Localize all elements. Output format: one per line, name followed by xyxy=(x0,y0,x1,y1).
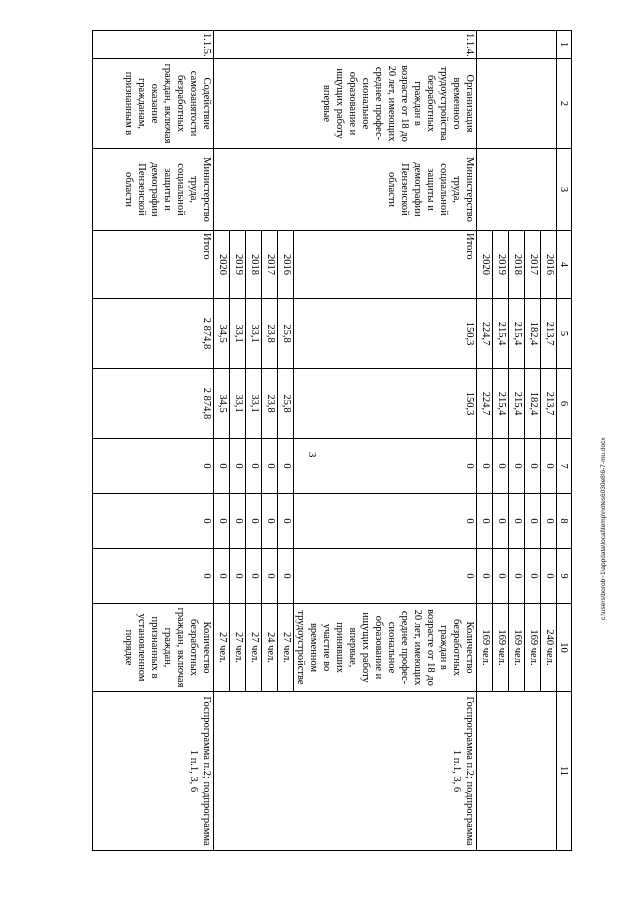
activity-name: Организация временного трудоустройства безработных граждан в возрасте от 18 до 20 лет, имеющих среднее профес-сиональное образование и ищущих работу впервые xyxy=(214,59,477,149)
table-row: 2020 34,5 34,5 0 0 0 27 чел. xyxy=(214,31,230,851)
col-header: 4 xyxy=(557,231,572,299)
executor: Министерство труда, социальной защиты и демографии Пензенской области xyxy=(93,149,214,231)
executor: Министерство труда, социальной защиты и демографии Пензенской области xyxy=(214,149,477,231)
column-number-row xyxy=(557,31,572,851)
program-table xyxy=(92,30,572,851)
table-row: 2017 23,8 23,8 0 0 0 24 чел. xyxy=(262,31,278,851)
footer-file-path: c:\users\borob~1\appdata\local\temp\notes6030e8\6-7-mu.docx xyxy=(600,437,607,620)
table-row: 2016 213,7 213,7 0 0 0 240 чел. xyxy=(541,31,557,851)
col-header: 6 xyxy=(557,369,572,439)
col-header: 3 xyxy=(557,149,572,231)
row-number: 1.1.4. xyxy=(214,31,477,59)
page-number: 3 xyxy=(306,452,318,458)
table-row: 2018 215,4 215,4 0 0 0 169 чел. xyxy=(509,31,525,851)
col-header: 7 xyxy=(557,439,572,494)
row-number: 1.1.5. xyxy=(93,31,214,59)
table-row: 2018 33,1 33,1 0 0 0 27 чел. xyxy=(246,31,262,851)
col-header: 8 xyxy=(557,494,572,549)
activity-name: Содействие самозанятости безработных граждан, включая оказание гражданам, признанным в xyxy=(93,59,214,149)
col-header: 5 xyxy=(557,299,572,369)
indicator: Количество безработных граждан, включая граждан, признанных в установленном порядке xyxy=(93,604,214,692)
table-row: 2019 215,4 215,4 0 0 0 169 чел. xyxy=(493,31,509,851)
col-header: 10 xyxy=(557,604,572,692)
col-header: 9 xyxy=(557,549,572,604)
indicator: Количество безработных граждан в возрасте от 18 до 20 лет, имеющих среднее профес-сиональное образование и ищущих работу впервые, принявших участие во временном трудоустройстве xyxy=(294,604,477,692)
col-header: 1 xyxy=(557,31,572,59)
table-row: 2016 25,8 25,8 0 0 0 27 чел. xyxy=(278,31,294,851)
table-row: 2019 33,1 33,1 0 0 0 27 чел. xyxy=(230,31,246,851)
table-row: 1.1.5. Содействие самозанятости безработных граждан, включая оказание гражданам, признанным в Министерство труда, социальной защиты и демографии Пензенской области Итого 2 874,8 2 874,8 0 0 0 Количество безработных граждан, включая граждан, признанных в установленном порядке Госпрограмма п.2; подпрограмма 1 п.1, 3, 6 xyxy=(93,31,214,851)
table-row: 1.1.4. Организация временного трудоустройства безработных граждан в возрасте от 18 до 20 лет, имеющих среднее профес-сиональное образование и ищущих работу впервые Министерство труда, социальной защиты и демографии Пензенской области Итого 150,3 150,3 0 0 0 Количество безработных граждан в возрасте от 18 до 20 лет, имеющих среднее профес-сиональное образование и ищущих работу впервые, принявших участие во временном трудоустройстве Госпрограмма п.2; подпрограмма 1 п.1, 3, 6 xyxy=(294,31,477,851)
table-row: 2020 224,7 224,7 0 0 0 169 чел. xyxy=(477,31,493,851)
col-header: 11 xyxy=(557,692,572,851)
col-header: 2 xyxy=(557,59,572,149)
program-ref: Госпрограмма п.2; подпрограмма 1 п.1, 3, 6 xyxy=(93,692,214,851)
program-ref: Госпрограмма п.2; подпрограмма 1 п.1, 3, 6 xyxy=(214,692,477,851)
rotated-table-container xyxy=(67,30,572,850)
table-row: 2017 182,4 182,4 0 0 0 169 чел. xyxy=(525,31,541,851)
